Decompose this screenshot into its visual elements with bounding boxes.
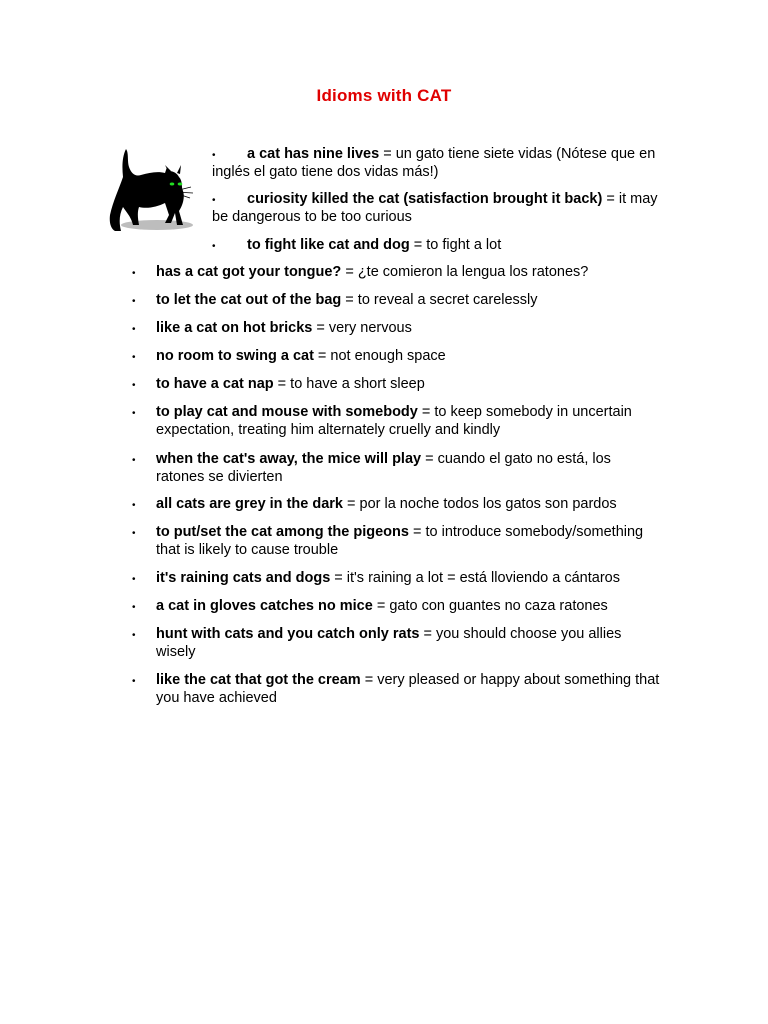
idiom-meaning: = to have a short sleep <box>273 376 425 392</box>
idiom-term: to play cat and mouse with somebody <box>156 404 418 420</box>
idiom-meaning: = ¿te comieron la lengua los ratones? <box>341 264 589 280</box>
black-cat-icon <box>107 143 195 235</box>
idiom-term: to have a cat nap <box>156 376 274 392</box>
idiom-term: hunt with cats and you catch only rats <box>156 626 420 642</box>
bullet: • <box>132 500 136 511</box>
idiom-term: curiosity killed the cat (satisfaction brought it back) <box>247 191 603 207</box>
page-title: Idioms with CAT <box>316 86 452 105</box>
idiom-item <box>212 190 662 226</box>
bullet: • <box>132 268 136 279</box>
idiom-item <box>212 145 662 181</box>
idiom-meaning: = very nervous <box>312 320 412 336</box>
bullet: • <box>132 380 136 391</box>
idiom-item <box>156 569 661 587</box>
idiom-meaning: = to fight a lot <box>409 237 502 253</box>
bullet: • <box>132 296 136 307</box>
idiom-meaning: = not enough space <box>313 348 446 364</box>
idiom-meaning: = to reveal a secret carelessly <box>341 292 538 308</box>
idiom-term: a cat in gloves catches no mice <box>156 598 373 614</box>
idiom-term: it's raining cats and dogs <box>156 570 331 586</box>
bullet: • <box>132 602 136 613</box>
idiom-term: when the cat's away, the mice will play <box>156 451 422 467</box>
idiom-item <box>156 523 661 559</box>
idiom-meaning: = very pleased or happy about something that you have achieved <box>156 672 660 706</box>
idiom-meaning: = to keep somebody in uncertain expectation, treating him alternately cruelly and kindly <box>156 404 632 438</box>
idiom-item <box>156 495 661 513</box>
bullet: • <box>132 352 136 363</box>
idiom-meaning: = it may be dangerous to be too curious <box>212 191 658 225</box>
bullet: • <box>132 408 136 419</box>
idiom-item <box>156 319 661 337</box>
idiom-item <box>212 236 662 254</box>
idiom-item <box>156 450 661 486</box>
idiom-term: no room to swing a cat <box>156 348 314 364</box>
idiom-item <box>156 403 661 439</box>
bullet: • <box>212 195 216 206</box>
idiom-meaning: = it's raining a lot = está lloviendo a cántaros <box>330 570 620 586</box>
bullet: • <box>132 528 136 539</box>
bullet: • <box>132 324 136 335</box>
idiom-item <box>156 375 661 393</box>
idiom-term: has a cat got your tongue? <box>156 264 342 280</box>
idiom-term: like a cat on hot bricks <box>156 320 313 336</box>
idiom-item <box>156 291 661 309</box>
idiom-term: all cats are grey in the dark <box>156 496 343 512</box>
idiom-term: like the cat that got the cream <box>156 672 361 688</box>
idiom-item <box>156 625 661 661</box>
idiom-meaning: = cuando el gato no está, los ratones se divierten <box>156 451 611 485</box>
idiom-meaning: = un gato tiene siete vidas (Nótese que en inglés el gato tiene dos vidas más!) <box>212 146 656 180</box>
bullet: • <box>132 676 136 687</box>
idiom-item <box>156 347 661 365</box>
idiom-term: to put/set the cat among the pigeons <box>156 524 409 540</box>
idiom-meaning: = gato con guantes no caza ratones <box>372 598 608 614</box>
bullet: • <box>132 630 136 641</box>
idiom-term: to let the cat out of the bag <box>156 292 342 308</box>
idiom-term: a cat has nine lives <box>247 146 380 162</box>
bullet: • <box>212 241 216 252</box>
bullet: • <box>132 455 136 466</box>
idiom-item <box>156 263 661 281</box>
idiom-meaning: = por la noche todos los gatos son pardos <box>342 496 617 512</box>
bullet: • <box>132 574 136 585</box>
idiom-meaning: = you should choose you allies wisely <box>156 626 622 660</box>
idiom-item <box>156 597 661 615</box>
idiom-term: to fight like cat and dog <box>247 237 410 253</box>
idiom-meaning: = to introduce somebody/something that is likely to cause trouble <box>156 524 644 558</box>
bullet: • <box>212 150 216 161</box>
idiom-item <box>156 671 661 707</box>
